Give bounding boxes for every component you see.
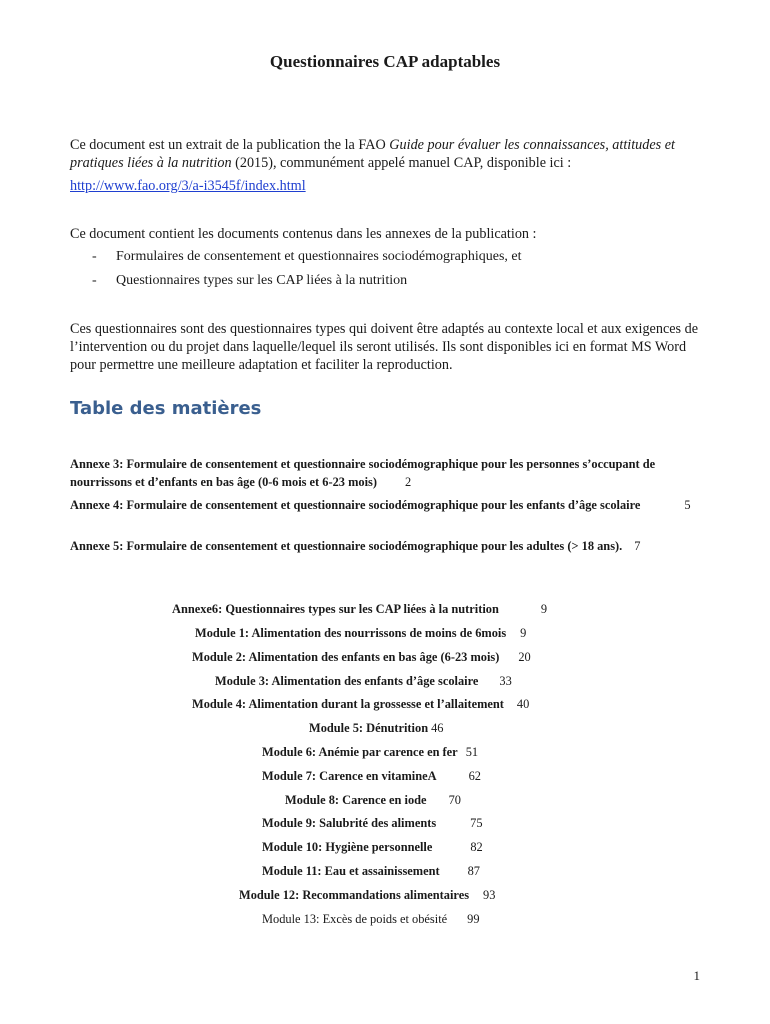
intro-text-1: Ce document est un extrait de la publication the la FAO	[70, 137, 390, 153]
toc-entry-label: Module 6: Anémie par carence en fer	[262, 745, 458, 759]
toc-entry-label: Module 4: Alimentation durant la grossesse et l’allaitement	[192, 697, 504, 711]
toc-entry-label: Module 1: Alimentation des nourrissons de moins de 6mois	[195, 626, 507, 640]
toc-entry-module-11[interactable]	[262, 864, 480, 879]
toc-entry-page: 46	[431, 721, 444, 735]
toc-entry-label: Module 7: Carence en vitamineA	[262, 769, 437, 783]
toc-entry-module-10[interactable]	[262, 840, 483, 855]
toc-entry-label: Module 11: Eau et assainissement	[262, 864, 440, 878]
page-number: 1	[693, 968, 700, 983]
bullet-marker: -	[92, 249, 97, 264]
intro-paragraph-1	[70, 136, 710, 172]
toc-entry-page: 75	[470, 816, 483, 830]
toc-entry-page: 87	[467, 864, 480, 878]
toc-entry-page: 9	[520, 626, 527, 640]
toc-entry-page: 99	[467, 912, 480, 926]
bullet-item: Formulaires de consentement et questionnaires sociodémographiques, et	[116, 249, 522, 264]
toc-entry-page: 70	[448, 793, 461, 807]
toc-entry-page: 33	[499, 674, 512, 688]
toc-entry-label: Module 2: Alimentation des enfants en bas âge (6-23 mois)	[192, 650, 500, 664]
toc-entry-page: 93	[483, 888, 496, 902]
toc-entry-page: 20	[518, 650, 531, 664]
toc-entry-label: Module 12: Recommandations alimentaires	[239, 888, 470, 902]
toc-entry-label: Annexe 3: Formulaire de consentement et questionnaire sociodémographique pour les personnes s’occupant de nourrissons et d’enfants en bas âge (0-6 mois et 6-23 mois)	[70, 457, 656, 489]
toc-entry-label: Module 10: Hygiène personnelle	[262, 840, 433, 854]
toc-entry-annex-3[interactable]	[70, 455, 700, 491]
toc-entry-label: Module 5: Dénutrition	[309, 721, 429, 735]
toc-entry-annex-4[interactable]	[70, 496, 700, 514]
toc-entry-module-2[interactable]	[192, 650, 531, 665]
toc-entry-label: Annexe 4: Formulaire de consentement et questionnaire sociodémographique pour les enfants d’âge scolaire	[70, 498, 641, 512]
toc-entry-page: 82	[470, 840, 483, 854]
toc-entry-label: Module 13: Excès de poids et obésité	[262, 912, 448, 926]
bullet-item: Questionnaires types sur les CAP liées à la nutrition	[116, 273, 408, 288]
toc-entry-page: 62	[468, 769, 481, 783]
toc-entry-module-6[interactable]	[262, 745, 478, 760]
toc-entry-module-1[interactable]	[195, 626, 526, 641]
toc-entry-page: 40	[516, 697, 530, 711]
toc-entry-module-3[interactable]	[215, 674, 512, 689]
toc-entry-module-12[interactable]	[239, 888, 495, 903]
toc-heading: Table des matières	[70, 398, 262, 419]
toc-entry-label: Module 9: Salubrité des aliments	[262, 816, 437, 830]
toc-entry-label: Annexe6: Questionnaires types sur les CAP liées à la nutrition	[172, 602, 499, 616]
bullet-marker: -	[92, 273, 97, 288]
toc-entry-page: 5	[684, 498, 691, 512]
document-title: Questionnaires CAP adaptables	[269, 52, 501, 71]
publication-title: Guide pour évaluer les connaissances, attitudes et pratiques liées à la nutrition	[70, 137, 675, 171]
toc-entry-label: Annexe 5: Formulaire de consentement et questionnaire sociodémographique pour les adultes (> 18 ans).	[70, 539, 623, 553]
toc-entry-page: 7	[634, 539, 641, 553]
toc-entry-module-4[interactable]	[192, 697, 529, 712]
toc-entry-annex-6[interactable]	[172, 602, 547, 617]
toc-entry-module-7[interactable]	[262, 769, 481, 784]
toc-entry-module-8[interactable]	[285, 793, 461, 808]
toc-entry-page: 51	[465, 745, 479, 759]
toc-entry-page: 2	[405, 475, 412, 489]
toc-entry-label: Module 3: Alimentation des enfants d’âge scolaire	[215, 674, 479, 688]
toc-entry-annex-5[interactable]	[70, 537, 700, 555]
toc-entry-module-9[interactable]	[262, 816, 483, 831]
toc-entry-module-5[interactable]	[309, 721, 443, 736]
intro-text-2: (2015), communément appelé manuel CAP, disponible ici :	[231, 155, 572, 171]
intro-paragraph-3: Ces questionnaires sont des questionnaires types qui doivent être adaptés au contexte local et aux exigences de l’intervention ou du projet dans laquelle/lequel ils seront utilisés. Ils sont disponibles ici en format MS Word pour permettre une meilleure adaptation et faciliter la reproduction.	[70, 321, 698, 373]
intro-paragraph-2: Ce document contient les documents contenus dans les annexes de la publication :	[70, 226, 537, 242]
toc-entry-page: 9	[540, 602, 548, 616]
toc-entry-module-13[interactable]	[262, 912, 480, 927]
publication-link[interactable]: http://www.fao.org/3/a-i3545f/index.html	[70, 178, 306, 194]
toc-entry-label: Module 8: Carence en iode	[285, 793, 427, 807]
